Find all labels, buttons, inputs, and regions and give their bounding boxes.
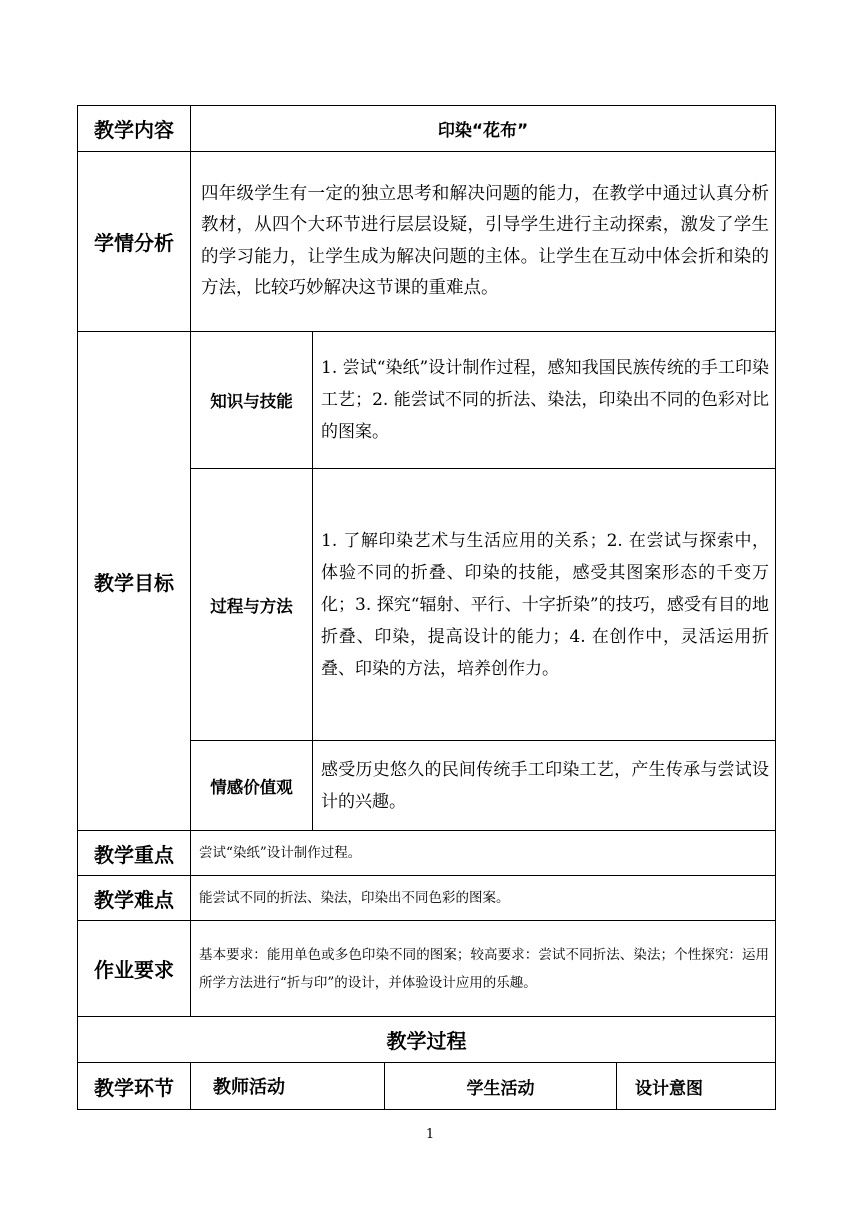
- homework-value: 基本要求：能用单色或多色印染不同的图案；较高要求：尝试不同折法、染法；个性探究：运用所学方法进行“折与印”的设计，并体验设计应用的乐趣。: [191, 921, 776, 1017]
- teaching-goals-label: 教学目标: [78, 332, 191, 831]
- knowledge-skill-label: 知识与技能: [191, 332, 313, 469]
- student-activity-header: 学生活动: [385, 1063, 617, 1110]
- difficulty-value: 能尝试不同的折法、染法，印染出不同色彩的图案。: [191, 876, 776, 921]
- row-teaching-content: [78, 106, 776, 152]
- row-difficulty: [78, 876, 776, 921]
- student-analysis-label: 学情分析: [78, 152, 191, 332]
- homework-label: 作业要求: [78, 921, 191, 1017]
- emotion-values-value: 感受历史悠久的民间传统手工印染工艺，产生传承与尝试设计的兴趣。: [313, 741, 776, 831]
- process-method-value: 1. 了解印染艺术与生活应用的关系；2. 在尝试与探索中，体验不同的折叠、印染的技能，感受其图案形态的千变万化；3. 探究“辐射、平行、十字折染”的技巧，感受有目的地折叠、印染，提高设计的能力；4. 在创作中，灵活运用折叠、印染的方法，培养创作力。: [313, 469, 776, 741]
- teacher-activity-header: 教师活动: [191, 1063, 385, 1110]
- key-point-label: 教学重点: [78, 831, 191, 876]
- row-key-point: [78, 831, 776, 876]
- key-point-value: 尝试“染纸”设计制作过程。: [191, 831, 776, 876]
- emotion-values-label: 情感价值观: [191, 741, 313, 831]
- process-method-label: 过程与方法: [191, 469, 313, 741]
- teaching-content-label: 教学内容: [78, 106, 191, 152]
- stage-header: 教学环节: [78, 1063, 191, 1110]
- design-intent-header: 设计意图: [617, 1063, 776, 1110]
- teaching-process-title: 教学过程: [78, 1017, 776, 1063]
- difficulty-label: 教学难点: [78, 876, 191, 921]
- row-section-title: [78, 1017, 776, 1063]
- row-goal-knowledge: [78, 332, 776, 469]
- knowledge-skill-value: 1. 尝试“染纸”设计制作过程，感知我国民族传统的手工印染工艺；2. 能尝试不同的折法、染法，印染出不同的色彩对比的图案。: [313, 332, 776, 469]
- lesson-plan-table: [77, 105, 776, 1110]
- teaching-content-value: 印染“花布”: [191, 106, 776, 152]
- page-number: 1: [425, 1127, 435, 1142]
- row-process-header: [78, 1063, 776, 1110]
- row-homework: [78, 921, 776, 1017]
- row-student-analysis: [78, 152, 776, 332]
- student-analysis-value: 四年级学生有一定的独立思考和解决问题的能力，在教学中通过认真分析教材，从四个大环节进行层层设疑，引导学生进行主动探索，激发了学生的学习能力，让学生成为解决问题的主体。让学生在互动中体会折和染的方法，比较巧妙解决这节课的重难点。: [191, 152, 776, 332]
